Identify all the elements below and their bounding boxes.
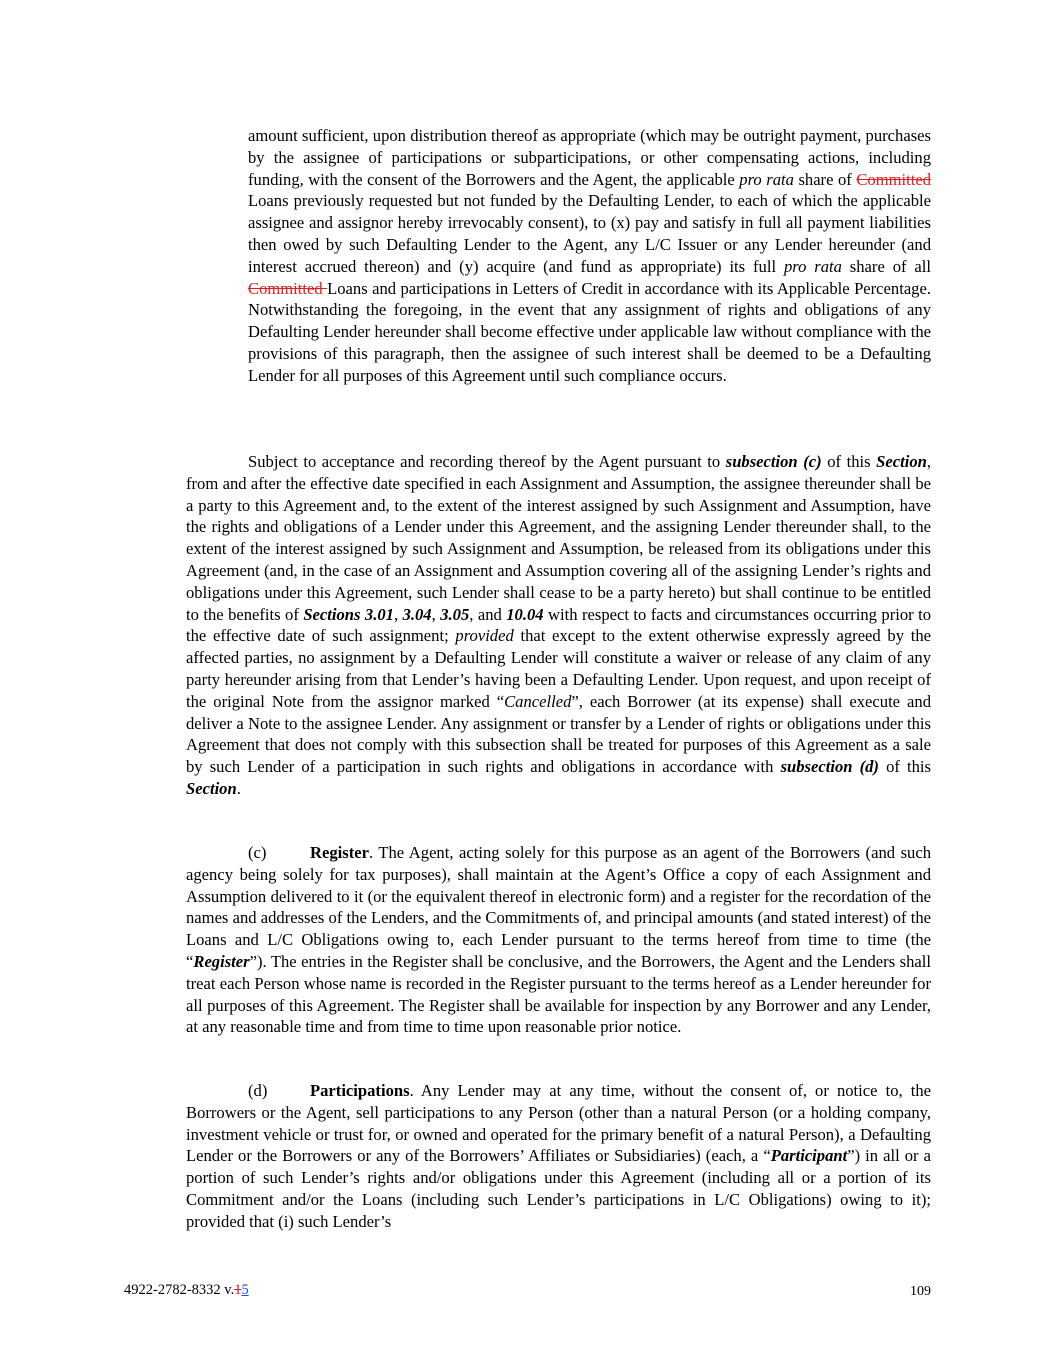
text: . The Agent, acting solely for this purpose as an agent of the Borrowers (and such agency being solely for tax purposes), shall maintain at the Agent’s Office a copy of each Assignment and Assumption delivered to it (or the equivalent thereof in electronic form) and a register for the recordation of the names and addresses of the Lenders, and the Commitments of, and principal amounts (and stated interest) of the Loans and L/C Obligations owing to, each Lender pursuant to the terms hereof from time to time (the “ — [186, 843, 931, 971]
text: ”). The entries in the Register shall be conclusive, and the Borrowers, the Agent and the Lenders shall treat each Person whose name is recorded in the Register pursuant to the terms hereof as a Lender hereunder for all purposes of this Agreement. The Register shall be available for inspection by any Borrower and any Lender, at any reasonable time and from time to time upon reasonable prior notice. — [186, 951, 931, 1037]
deleted-text: Committed — [856, 169, 932, 189]
bold-italic-text: Section — [186, 778, 237, 798]
text: of this — [821, 452, 877, 471]
text: , from and after the effective date specified in each Assignment and Assumption, the assignee thereunder shall be a party to this Agreement and, to the extent of the interest assigned by such Assignment and Assumption, have the rights and obligations of a Lender under this Agreement, and the assigning Lender thereunder shall, to the extent of the interest assigned by such Assignment and Assumption, be released from its obligations under this Agreement (and, in the case of an Assignment and Assumption covering all of the assigning Lender’s rights and obligations under this Agreement, such Lender shall cease to be a party hereto) but shall continue to be entitled to the benefits of — [186, 452, 932, 624]
italic-text: Cancelled — [504, 691, 572, 711]
deleted-version: 1 — [234, 1282, 242, 1298]
text: amount sufficient, upon distribution thereof as appropriate (which may be outright payment, purchases by the assignee of participations or subparticipations, or other compensating actions, including funding, with the consent of the Borrowers and the Agent, the applicable — [248, 126, 931, 189]
paragraph-participations — [186, 1080, 931, 1233]
text: of this — [878, 757, 931, 777]
bold-italic-text: 10.04 — [506, 604, 544, 624]
text: ”) in all or a portion of such Lender’s rights and/or obligations under this Agreement (including all or a portion of its Commitment and/or the Loans (including such Lender’s participations in L/C Obligations) owing to it); provided that (i) such Lender’s — [186, 1146, 931, 1231]
text: , — [393, 604, 403, 624]
text: , and — [469, 604, 507, 624]
paragraph-register — [186, 842, 931, 1038]
italic-text: provided — [455, 626, 514, 646]
bold-italic-text: 3.05 — [440, 604, 470, 624]
bold-italic-text: subsection (c) — [725, 452, 822, 471]
text: ”, each Borrower (at its expense) shall execute and deliver a Note to the assignee Lender. Any assignment or transfer by a Lender of rights or obligations under this Agreement that does not comply with this subsection shall be treated for purposes of this Agreement as a sale by such Lender of a participation in such rights and obligations in accordance with — [186, 691, 932, 777]
bold-italic-text: subsection (d) — [780, 757, 879, 777]
bold-italic-text: Section — [876, 452, 927, 471]
italic-text: pro rata — [739, 169, 794, 189]
paragraph-assignment-defaulting-lender — [248, 125, 931, 387]
text: . Any Lender may at any time, without the consent of, or notice to, the Borrowers or the Agent, sell participations to any Person (other than a natural Person (or a holding company, investment vehicle or trust for, or owned and operated for the primary benefit of a natural Person), a Defaulting Lender or the Borrowers or any of the Borrowers’ Affiliates or Subsidiaries) (each, a “ — [186, 1081, 931, 1166]
subsection-heading: Participations — [310, 1081, 410, 1100]
defined-term: Register — [193, 951, 250, 971]
text: with respect to facts and circumstances occurring prior to the effective date of such assignment; — [186, 604, 932, 646]
bold-italic-text: Sections 3.01 — [303, 604, 394, 624]
text: Subject to acceptance and recording thereof by the Agent pursuant to — [248, 452, 726, 471]
text: share of — [793, 169, 857, 189]
document-id-footer — [124, 1282, 249, 1299]
text: . — [236, 778, 241, 798]
subsection-label: (c) — [248, 843, 267, 862]
bold-italic-text: 3.04 — [402, 604, 432, 624]
text: that except to the extent otherwise expressly agreed by the affected parties, no assignment by a Defaulting Lender will constitute a waiver or release of any claim of any party hereunder arising from that Lender’s having been a Defaulting Lender. Upon request, and upon receipt of the original Note from the assignor marked “ — [186, 626, 931, 711]
italic-text: pro rata — [783, 256, 842, 276]
document-id: 4922-2782-8332 v. — [124, 1282, 235, 1298]
page-number: 109 — [910, 1284, 931, 1299]
inserted-version: 5 — [241, 1282, 249, 1298]
text: Loans previously requested but not funded by the Defaulting Lender, to each of which the applicable assignee and assignor hereby irrevocably consent), to (x) pay and satisfy in full all payment liabilities then owed by such Defaulting Lender to the Agent, any L/C Issuer or any Lender hereunder (and interest accrued thereon) and (y) acquire (and fund as appropriate) its full — [248, 191, 931, 276]
deleted-text: Committed — [248, 278, 328, 298]
subsection-heading: Register — [310, 843, 369, 862]
subsection-label: (d) — [248, 1081, 268, 1100]
text: share of all — [841, 256, 931, 276]
defined-term: Participant — [770, 1146, 848, 1166]
text: Loans and participations in Letters of Credit in accordance with its Applicable Percentage. Notwithstanding the foregoing, in the event that any assignment of rights and obligations of any Defaulting Lender hereunder shall become effective under applicable law without compliance with the provisions of this paragraph, then the assignee of such interest shall be deemed to be a Defaulting Lender for all purposes of this Agreement until such compliance occurs. — [248, 278, 931, 385]
paragraph-effect-of-assignment — [186, 451, 931, 800]
text: , — [431, 604, 441, 624]
